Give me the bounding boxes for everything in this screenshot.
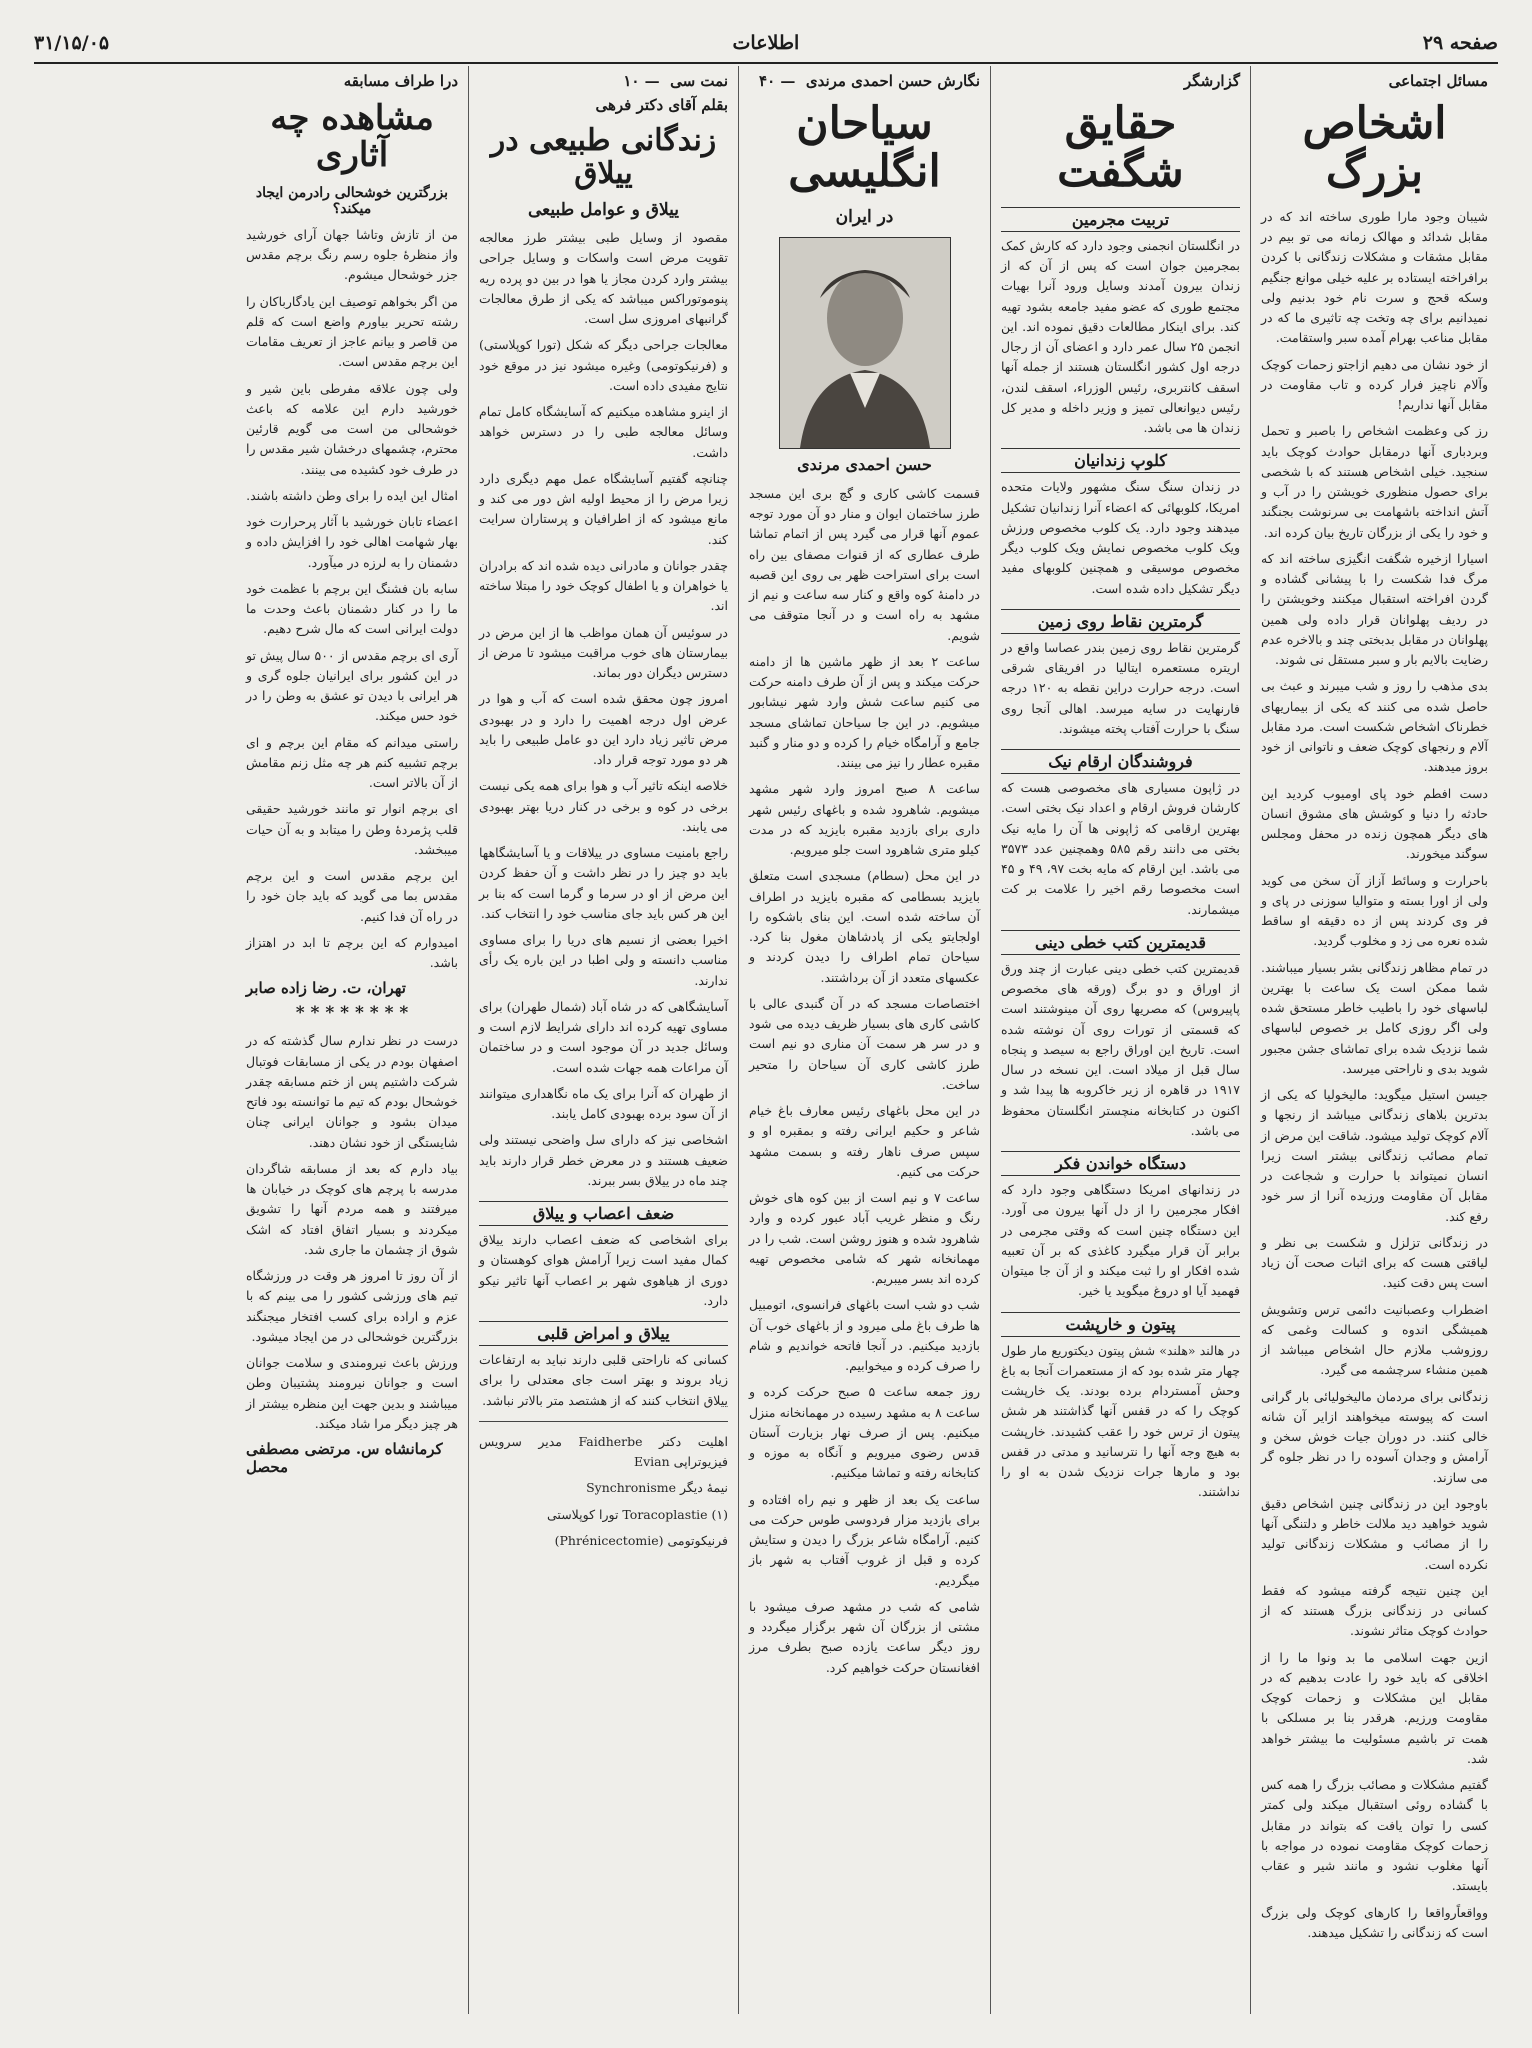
portrait-icon [780, 238, 950, 448]
divider [479, 1421, 728, 1422]
section-body: در هالند «هلند» شش پیتون دیکتوریع مار طول چهار متر شده بود که از مستعمرات آنجا به باغ وحش آمستردام برده بودند. یک خارپشت کوچک را که در قفس آنها گذاشتند هر شش پیتون از ترس خود را عقب کشیدند. خارپشت به هیچ وجه آنها را نترسانید و مدتی در قفس بود و مارها جرات نزدیک شدن به او را نداشتند. [1001, 1342, 1240, 1500]
paragraph: زندگانی برای مردمان مالیخولیائی بار گرانی است که پیوسته میخواهند ازایر آن شانه خالی کنند. در دوران جیات خوش سخن و آرامش و وجدان آسوده را در نظر جلوه گر می سازند. [1261, 1388, 1488, 1485]
paragraph: اضطراب وعصبانیت دائمی ترس وتشویش همیشگی اندوه و کسالت وغمی که روزوشب ملازم حال اشخاص میباشد از همین منشاء سرچشمه می گیرد. [1261, 1301, 1488, 1378]
paragraph: از اینرو مشاهده میکنیم که آسایشگاه کامل تمام وسائل معالجه طبی را در دسترس خواهد داشت. [479, 404, 728, 460]
section-body: در ژاپون مسیاری های مخصوصی هست که کارشان فروش ارقام و اعداد نیک بختی است. بهترین ارقامی که ژاپونی ها آن را مایه نیک بختی می دانند رقم ۵۸۵ وهمچنین عدد ۳۵۷۳ می باشد. این ارقام که مایه بخت ۹۷، ۴۹ و ۴۵ است مخصوصا رقم اخیر را علامت بر کت میشمارند. [1001, 780, 1240, 917]
paragraph: اسیارا ازخیره شگفت انگیزی ساخته اند که مرگ فدا شکست را با پیشانی گشاده و گردن افراخته استقبال میکنند وخویشتن را در ردیف پهلوانان قرار داده ولی همین پهلوانان در مقابل بدبختی چند و بالاخره عدم رضایت بالایم بار و سبر مستقل نی شوند. [1261, 550, 1488, 668]
paragraph: اعضاء تابان خورشید با آثار پرحرارت خود بهار شهامت اهالی خود را افزایش داده و دشمنان را به لرزه در میآورد. [246, 514, 458, 570]
footnote: اهلیت دکتر Faidherbe مدیر سرویس فیزیوتراپی Evian [479, 1433, 728, 1469]
paragraph: روز جمعه ساعت ۵ صبح حرکت کرده و ساعت ۸ به مشهد رسیده در مهمانخانه منزل میکنیم. پس از صرف نهار بزیارت آستان قدس رضوی میرویم و آنگاه به موزه و کتابخانه رفته و تماشا میکنیم. [749, 1384, 980, 1481]
divider-stars: * * * * * * * * [295, 1003, 409, 1024]
paragraph: باحرارت و وسائط آزاز آن سخن می کوید ولی از اورا بسته و متوالیا سوزنی در پای و فر وی کردند پس از ده دقیقه او ساقط شده نعره می زد و مخلوب گردید. [1261, 872, 1488, 949]
section-body: در انگلستان انجمنی وجود دارد که کارش کمک بمجرمین جوان است که پس از آن که از زندان بیرون آمدند وسایل ورود آنرا بهیات مجتمع طوری که عضو مفید جامعه بشود تهیه کند. برای اینکار مطالعات دقیق نموده اند. این انجمن ۲۵ سال عمر دارد و اعضای آن از رجال درجه اول کشور انگلستان هستند از جمله آنها اسقف کانتربری، رئیس الوزراء، اسقف لندن، رئیس دیوانعالی تمیز و وزیر داخله و مدیر کل زندان ها می باشد. [1001, 237, 1240, 436]
paragraph: امیدوارم که این برچم تا ابد در اهتزاز باشد. [246, 934, 458, 971]
paragraph: گفتیم مشکلات و مصائب بزرگ را همه کس با گشاده روئی استقبال میکند ولی کمتر کسی را توان یافت که بتواند در مقابل زحمات کوچک مقاومت نموده در مواجه با آنها مغلوب نشود و مانند شیر و عقاب بایستد. [1261, 1777, 1488, 1894]
col3-page-no: ۴۰ [759, 72, 776, 90]
paragraph: آسایشگاهی که در شاه آباد (شمال طهران) برای مساوی تهیه کرده اند دارای شرایط لازم است و وسائل جدید در آن موجود است و در ساختمان آن مراعات همه جهات شده است. [479, 998, 728, 1075]
section-title: گرمترین نقاط روی زمین [1001, 609, 1240, 634]
paragraph: چنانچه گفتیم آسایشگاه عمل مهم دیگری دارد زیرا مرض را از محیط اولیه اش دور می کند و مانع میشود که از اطرافیان و پرستاران سرایت کند. [479, 470, 728, 547]
paragraph: راستی میدانم که مقام این برچم و ای برچم تشبیه کنم هر چه مثل زنم مقامش از آن بالاتر است. [246, 734, 458, 791]
footnote: فرنیکوتومی (Phrénicectomie) [554, 1532, 728, 1548]
photo-caption: حسن احمدی مرندی [797, 454, 932, 474]
paragraph: ساعت ۸ صبح امروز وارد شهر مشهد میشویم. شاهرود شده و باغهای رئیس شهر داری برای بازدید مقبره بایزید که در مدت کیلو متری شاهرود است جلو میرویم. [749, 781, 980, 858]
column-natural-life [468, 66, 738, 2014]
col3-kicker: نگارش حسن احمدی مرندی — ۴۰ [759, 72, 980, 90]
paragraph: از آن روز تا امروز هر وقت در ورزشگاه تیم های ورزشی کشور را می بینم که با عزم و اراده برای کسب افتخار میجنگند بزرگترین خوشحالی در من ایجاد میشود. [246, 1268, 458, 1344]
paragraph: امروز چون محقق شده است که آب و هوا در عرض اول درجه اهمیت را دارد و در بهبودی مرض تاثیر زیاد دارد این دو عامل طبیعی را باید هر دو مورد توجه قرار داد. [479, 691, 728, 767]
column-strange-facts [990, 66, 1250, 2014]
paragraph: در زندگانی تزلزل و شکست بی نظر و لیاقتی هست که برای اثبات صحت آن زیاد است پس دقت کنید. [1261, 1234, 1488, 1291]
signature: کرمانشاه س. مرتضی مصطفی محصل [246, 1440, 443, 1477]
columns [34, 66, 1498, 2014]
column-what-sight [236, 66, 468, 2014]
col4-byline: بقلم آقای دکتر فرهی [595, 96, 728, 114]
col4-kicker: نمت سی — ۱۰ [623, 72, 728, 90]
col5-headline: مشاهده چه آثاری [270, 98, 434, 176]
section-body: قدیمترین کتب خطی دینی عبارت از چند ورق از اوراق و دو برگ (ورقه های مخصوص پاپیروس) که مصریها روی آن مینوشتند است که قسمتی از تورات روی آن نوشته شده است. تاریخ این اوراق راجع به سیصد و پنجاه سال قبل از میلاد است. این نسخه در سال ۱۹۱۷ در قاهره از زیر خاکروبه ها پیدا شد و اکنون در کتابخانه منچستر انگلستان محفوظ می باشد. [1001, 960, 1240, 1138]
footnotes [479, 1432, 728, 1551]
col1-kicker: مسائل اجتماعی [1388, 72, 1488, 90]
section-title: ضعف اعصاب و ییلاق [479, 1201, 728, 1226]
paragraph: معالجات جراحی دیگر که شکل (تورا کوپلاستی) و (فرنیکوتومی) وغیره میشود نیز در موقع خود نتایج مفیدی داده است. [479, 337, 728, 393]
paragraph: ولی چون علاقه مفرطی باین شیر و خورشید دارم این علامه که باعث خوشحالی من است می گویم قارئین محترم، چشمهای درخشان شیر مقدس را در طرف خود کشیده می بینند. [246, 380, 458, 477]
paragraph: از خود نشان می دهیم ازاجتو زحمات کوچک وآلام ناچیز فرار کرده و تاب مقاومت در مقابل آنها نداریم! [1261, 356, 1488, 413]
paragraph: دست افطم خود پای اومیوب کردید این حادثه را دنیا و کوشش های مشوق انسان های دیگر همچون زنده در محفل ومجلس سوگند میخورند. [1261, 785, 1488, 862]
section-title: ییلاق و امراض قلبی [479, 1321, 728, 1346]
paragraph: آری ای برچم مقدس از ۵۰۰ سال پیش تو در این کشور برای ایرانیان جلوه گری و هر ایرانی با دیدن تو عشق به وطن را در خود حس میکند. [246, 647, 458, 724]
column-great-people [1250, 66, 1498, 2014]
section-title: فروشندگان ارقام نیک [1001, 749, 1240, 774]
footnote: Toracoplastie (۱) تورا کوپلاستی [547, 1506, 728, 1522]
paragraph: اشخاصی نیز که دارای سل واضحی نیستند ولی ضعیف هستند و در معرض خطر قرار دارند باید چند ماه در ییلاق بسر ببرند. [479, 1132, 728, 1188]
paragraph: در تمام مظاهر زندگانی بشر بسیار میباشند. شما ممکن است یک ساعت با بهترین لباسهای خود را باطیب خاطر مستحق شده ولی اگر روزی کامل بر خصوص لباسهای شما نزدیک شده برای تماشای جشن مجبور شوید بدی و ناراحتی میرسد. [1261, 959, 1488, 1076]
col2-kicker: گزارشگر [1184, 72, 1240, 90]
paragraph: ساعت یک بعد از ظهر و نیم راه افتاده و برای بازدید مزار فردوسی طوس حرکت می کنیم. آرامگاه شاعر بزرگ را دیدن و ستایش کرده و قبل از غروب آفتاب به شهر باز میگردیم. [749, 1491, 980, 1588]
col3-body [749, 484, 980, 1678]
paragraph: راجع بامنیت مساوی در ییلاقات و یا آسایشگاهها باید دو چیز را در نظر داشت و آن حفظ کردن این مرض از او در سرما و گرما است که بنا بر این هر کس باید جای مناسب خود را انتخاب کند. [479, 845, 728, 921]
paragraph: درست در نظر ندارم سال گذشته که در اصفهان بودم در یکی از مسابقات فوتبال شرکت داشتیم پس از ختم مسابقه چقدر خوشحال بودم که تیم ما توانسته بود فاتح میدان بشود و جوانان ایرانی چنان شایستگی از خود نشان دهند. [246, 1033, 458, 1150]
paragraph: ای برچم انوار تو مانند خورشید حقیقی قلب پژمردهٔ وطن را میتابد و به آن حیات میبخشد. [246, 801, 458, 857]
paragraph: امثال این ایده را برای وطن داشته باشند. [246, 487, 458, 503]
col4-page-no: ۱۰ [623, 72, 640, 90]
section-title: قدیمترین کتب خطی دینی [1001, 930, 1240, 955]
paragraph: این برچم مقدس است و این برچم مقدس بما می گوید که باید جان خود را در راه آن فدا کنیم. [246, 868, 458, 924]
col1-headline: اشخاص بزرگ [1302, 98, 1447, 198]
section-title: پیتون و خارپشت [1001, 1312, 1240, 1337]
paragraph: من اگر بخواهم توصیف این یادگارباکان را رشته تحریر بیاورم واضع است که قلم من قاصر و بیانم عاجز از تعریف مقامات این برچم مقدس است. [246, 293, 458, 370]
portrait-photo [779, 237, 951, 449]
paragraph: ورزش باعث نیرومندی و سلامت جوانان است و جوانان نیرومند پشتیبان وطن میباشند و بدین جهت این منظره بیشتر از هر چیز دیگر مرا شاد میکند. [246, 1355, 458, 1431]
paragraph: شب دو شب است باغهای فرانسوی، اتومبیل ها طرف باغ ملی میرود و از باغهای خوب آن بازدید میکنیم. در آنجا فاتحه خواندیم و شام را صرف کرده و میخوابیم. [749, 1297, 980, 1374]
col4-headline: زندگانی طبیعی در ییلاق [490, 123, 717, 191]
section-body: کسانی که ناراحتی قلبی دارند نباید به ارتفاعات زیاد بروند و بهتر است جای معتدلی را برای ییلاق انتخاب کنند که از هشتصد متر بالاتر نباشد. [479, 1352, 728, 1408]
paragraph: شیبان وجود مارا طوری ساخته اند که در مقابل شدائد و مهالک زمانه می تو بیم در مقابل مشقات و مشکلات زندگانی با کردن برافراخته ایستاده بر علیه خیلی موانع جنگیم وسکه قحج و سرت نام خود بدنیم ولی نمیدانیم برای چه وتخت چه تاثیری ما که در مقابل مناعب بهرام آمده سبر واستقامت. [1261, 208, 1488, 346]
date-label: ۳۱/۱۵/۰۵ [34, 32, 110, 54]
paragraph: بیاد دارم که بعد از مسابقه شاگردان مدرسه با پرچم های کوچک در خیابان ها میرفتند و همه مردم آنها را تشویق میکردند و بسیار اتفاق افتاد که اشک شوق از چشمان ما جاری شد. [246, 1160, 458, 1257]
section-title: تربیت مجرمین [1001, 207, 1240, 232]
col5-body-2 [246, 1031, 458, 1434]
paragraph: اختصاصات مسجد که در آن گنبدی عالی با کاشی کاری های بسیار ظریف دیده می شود و در سر هر سمت آن مناری دو نیم است طرز کاشی کاری آن سیاحان را متحیر ساخت. [749, 995, 980, 1092]
paragraph: بدی مذهب را روز و شب میبرند و عبث بی حاصل شده می کنند که یکی از بیماریهای خطرناک اشخاص شکست است. مرد مقابل آلام و رنجهای کوچک ضعف و ناتوانی از خود بروز میدهند. [1261, 678, 1488, 775]
section-body: در زندان سنگ سنگ مشهور ولایات متحده امریکا، کلوبهائی که اعضاء آنرا زندانیان تشکیل میدهند وجود دارد. یک کلوب مخصوص ورزش ویک کلوب مخصوص نمایش ویک کلوب دیگر مخصوص موسیقی و همچنین کلوبهای مفید دیگر تشکیل داده شده است. [1001, 479, 1240, 596]
paragraph: اخیرا بعضی از نسیم های دریا را برای مساوی مناسب دانسته و ولی اطبا در این باره یک رأی ندارند. [479, 932, 728, 988]
section-body: گرمترین نقاط روی زمین بندر عصاسا واقع در اریتره مستعمره ایتالیا در افریقای شرقی است. درجه حرارت دراین نقطه به ۱۲۰ درجه فارنهایت در سایه میرسد. اهالی آنجا روی سنگ با حرارت آفتاب پخته میشوند. [1001, 639, 1240, 736]
paper-name: اطلاعات [732, 32, 800, 54]
col2-headline: حقایق شگفت [1057, 98, 1184, 198]
paragraph: قسمت کاشی کاری و گچ بری این مسجد طرز ساختمان ایوان و منار دو آن مورد توجه عموم آنها قرار می گیرد پس از اتمام تماشا طرف عطاری که از قنوات مصفای بین راه است برای استراحت ظهر بی روی این قصبه در دامنهٔ کوه واقع و کنار سه ساعت و نیم از مشهد به راه است و در آنجا متوقف می شویم. [749, 485, 980, 643]
paragraph: چقدر جوانان و مادرانی دیده شده اند که برادران یا خواهران و یا اطفال کوچک خود را مبتلا ساخته اند. [479, 557, 728, 614]
col4-kicker-text: نمت سی [670, 72, 728, 90]
paragraph: باوجود این در زندگانی چنین اشخاص دقیق شوید خواهید دید ملالت خاطر و دلتنگی آنها را از مصائب و مشکلات زندگانی تولید نکرده است. [1261, 1495, 1488, 1572]
col1-body [1261, 207, 1488, 1943]
signature: تهران، ت. رضا زاده صابر [246, 979, 406, 998]
paragraph: ازین جهت اسلامی ما بد ونوا ما را از اخلاقی که باید خود را عادت بدهیم که در مقابل این مشکلات و زحمات کوچک مقاومت ورزیم. هرقدر بنا بر مسلکی با همت تر باشیم مسئولیت ما بیشتر خواهد شد. [1261, 1649, 1488, 1766]
paragraph: وواقعاًرواقعا را کارهای کوچک ولی بزرگ است که زندگانی را تشکیل میدهند. [1261, 1904, 1488, 1940]
paragraph: سابه بان فشنگ این برچم با عظمت خود ما را در کنار دشمنان باعث وحدت ما دولت ایرانی است که مال شرح دهیم. [246, 580, 458, 637]
paragraph: رز کی وعظمت اشخاص را باصبر و تحمل وبردباری آنها درمقابل حوادث کوچک باید سنجید. خیلی اشخاص هستند که با شخصی برای حصول منظوری خویشتن را در آب و آتش انداخته باشهامت بی سرنوشت بجنگند و خود را یکی از بزرگان تاریخ بیان کرده اند. [1261, 423, 1488, 540]
section-title: دستگاه خواندن فکر [1001, 1151, 1240, 1176]
section-title: کلوپ زندانیان [1001, 448, 1240, 473]
col5-subtitle: بزرگترین خوشحالی رادرمن ایجاد میکند؟ [255, 184, 449, 217]
paragraph: از طهران که آنرا برای یک ماه نگاهداری میتوانند از آن سود برده بهبودی کامل یابند. [479, 1085, 728, 1121]
paragraph: در سوئیس آن همان مواظب ها از این مرض در بیمارستان های خوب مراقبت میشود تا مرض از دسترس دیگران دور بماند. [479, 624, 728, 680]
masthead-bar [34, 30, 1498, 64]
col5-body [246, 225, 458, 974]
paragraph: ساعت ۲ بعد از ظهر ماشین ها از دامنه حرکت میکند و پس از آن طرف دامنه حرکت می کنیم ساعت شش وارد شهر نیشابور میشویم. در این جا سیاحان تماشای مسجد جامع و آرامگاه خیام را کرده و دو منار و گنبد مقبره عطار را نیز می بینند. [749, 653, 980, 771]
paragraph: در این محل (سطام) مسجدی است متعلق بایزید بسطامی که مقبره بایزید در اطراف آن ساخته شده است. این بنای باشکوه را اولجایتو یکی از پادشاهان مغول بنا کرد. سیاحان تمام اطراف را دیدن کردند و عکسهای متعدد از آن برداشتند. [749, 868, 980, 985]
page-label: صفحه ۲۹ [1422, 32, 1498, 54]
col4-body [479, 228, 728, 1191]
paragraph: من از تازش وتاشا جهان آرای خورشید واز منظرهٔ جلوه رسم رنگ برچم مقدس جزر خوشحال میشوم. [246, 226, 458, 283]
paragraph: ساعت ۷ و نیم است از بین کوه های خوش رنگ و منظر غریب آباد عبور کرده و وارد شاهرود شده و هنوز روشن است. شب را در مهمانخانه شهر که شامی مخصوص تهیه کرده اند بسر میبریم. [749, 1190, 980, 1287]
col3-subtitle: در ایران [835, 206, 894, 227]
paragraph: در این محل باغهای رئیس معارف باغ خیام شاعر و حکیم ایرانی رفته و بمقبره او و سپس صرف ناهار رفته و بسمت مشهد حرکت می کنیم. [749, 1103, 980, 1179]
paragraph: این چنین نتیجه گرفته میشود که فقط کسانی در زندگانی بزرگ هستند که از حوادث کوچک متاثر نشوند. [1261, 1582, 1488, 1639]
col3-byline: نگارش حسن احمدی مرندی [805, 72, 980, 90]
section-body: برای اشخاصی که ضعف اعصاب دارند ییلاق کمال مفید است زیرا آرامش هوای کوهستان و دوری از هیاهوی شهر بر اعصاب آنها تاثیر نیکو دارد. [479, 1232, 728, 1308]
paragraph: شامی که شب در مشهد صرف میشود با مشتی از بزرگان آن شهر برگزار میگردد و روز دیگر ساعت یازده صبح بطرف مرز افغانستان حرکت خواهیم کرد. [749, 1598, 980, 1675]
section-body: در زندانهای امریکا دستگاهی وجود دارد که افکار مجرمین را از دل آنها بیرون می آورد. این دستگاه چنین است که وقتی مجرمی در برابر آن قرار میگیرد کاغذی که بر آن تعبیه شده افکار او را ثبت میکند و از آن جا میتوان فهمید آیا او دروغ میگوید یا خیر. [1001, 1182, 1240, 1299]
col5-kicker: درا طراف مسابقه [343, 72, 458, 90]
column-english-travelers [738, 66, 990, 2014]
paragraph: مقصود از وسایل طبی بیشتر طرز معالجه تقویت مرض است واسکات و وسایل جراحی بیشتر وارد کردن مجاز یا هوا در بین دو پرده ریه پنوموتوراکس میباشد که یکی از طرق معالجات گرانبهای امروزی سل است. [479, 230, 728, 326]
footnote: نیمهٔ دیگر Synchronisme [586, 1480, 728, 1496]
col3-headline: سیاحان انگلیسی [788, 98, 941, 198]
paragraph: خلاصه اینکه تاثیر آب و هوا برای همه یکی نیست برخی در کوه و برخی در کنار دریا بهتر بهبودی می یابند. [479, 778, 728, 834]
paragraph: جیسن استیل میگوید: مالیخولیا که یکی از بدترین بلاهای زندگانی میباشد از رنجها و آلام کوچک تولید میشود. شاقت این مرض از تمام مصائب زندگانی بیشتر است زیرا انسان نمیتواند با حرارت و شجاعت در مقابل آن مقاومت ورزیده آنرا از سر خود رفع کند. [1261, 1087, 1488, 1224]
col4-subtitle: ییلاق و عوامل طبیعی [528, 200, 679, 220]
